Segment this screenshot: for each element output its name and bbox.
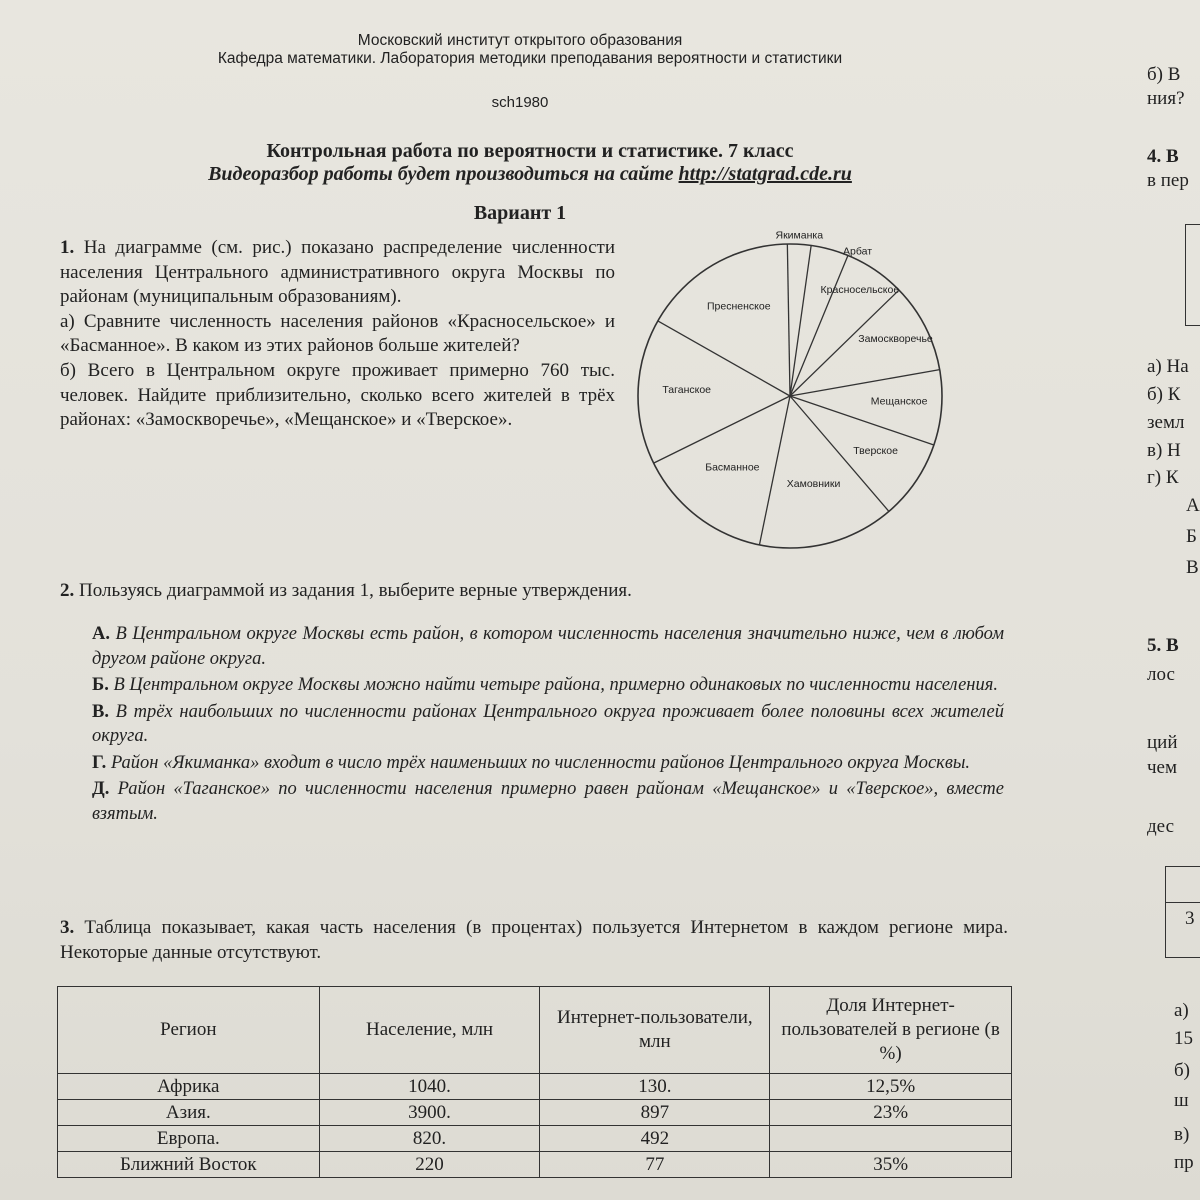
fragment-line: б) В	[1147, 64, 1181, 85]
option-d	[92, 777, 1004, 826]
fragment-line: 4. В	[1147, 146, 1179, 167]
option-letter: Г.	[92, 752, 107, 773]
table-row	[58, 1126, 1012, 1152]
table-row	[58, 1100, 1012, 1126]
pie-slice-label: Якиманка	[775, 229, 824, 242]
pie-slice-label: Мещанское	[870, 395, 928, 408]
fragment-line: ций	[1147, 732, 1178, 753]
column-header: Население, млн	[319, 987, 540, 1074]
document-code: sch1980	[491, 94, 549, 111]
q2-number: 2.	[60, 580, 75, 601]
fragment-box-divider	[1165, 866, 1200, 903]
q2-text: Пользуясь диаграммой из задания 1, выберите верные утверждения.	[79, 580, 632, 601]
fragment-line: Б	[1186, 526, 1197, 547]
table-cell: 897	[540, 1100, 770, 1126]
fragment-box	[1185, 224, 1200, 326]
fragment-line: 3	[1185, 908, 1195, 929]
table-cell	[770, 1126, 1012, 1152]
table-cell: 492	[540, 1126, 770, 1152]
pie-slice-label: Таганское	[662, 383, 712, 396]
variant-title: Вариант 1	[473, 202, 567, 224]
table-cell: Азия.	[58, 1100, 320, 1126]
q1-part-b: б) Всего в Центральном округе проживает примерно 760 тыс. человек. Найдите приблизительно, сколько всего жителей в трёх районах: «Замоскворечье», «Мещанское» и «Тверское».	[60, 359, 615, 431]
table-cell: Африка	[58, 1074, 320, 1100]
pie-slice-label: Арбат	[843, 245, 873, 258]
fragment-line: пр	[1174, 1152, 1194, 1173]
question-2	[60, 580, 1000, 602]
option-text: Район «Таганское» по численности населения примерно равен районам «Мещанское» и «Тверское», вместе взятым.	[92, 779, 1004, 824]
option-text: В Центральном округе Москвы можно найти четыре района, примерно одинаковых по численности населения.	[113, 675, 998, 695]
option-v	[92, 700, 1004, 749]
q1-intro: На диаграмме (см. рис.) показано распределение численности населения Центрального административного округа Москвы по районам (муниципальным образованиям).	[60, 237, 615, 308]
option-text: В Центральном округе Москвы есть район, в котором численность населения значительно ниже, чем в любом другом районе округа.	[92, 624, 1005, 669]
fragment-line: земл	[1147, 412, 1185, 433]
fragment-line: дес	[1147, 816, 1175, 837]
department-name: Кафедра математики. Лаборатория методики преподавания вероятности и статистики	[217, 50, 843, 67]
table-cell: 23%	[770, 1100, 1012, 1126]
fragment-line: в)	[1174, 1124, 1190, 1145]
q1-number: 1.	[60, 237, 75, 258]
option-letter: Д.	[92, 779, 110, 799]
pie-slice-boundary	[654, 396, 790, 463]
option-text: Район «Якиманка» входит в число трёх наименьших по численности районов Центрального округа Москвы.	[110, 752, 971, 773]
table-cell: 12,5%	[770, 1074, 1012, 1100]
option-letter: В.	[92, 701, 109, 722]
column-header: Регион	[58, 987, 320, 1074]
table-cell: 77	[540, 1152, 770, 1178]
table-row	[58, 1074, 1012, 1100]
statgrad-link[interactable]: http://statgrad.cde.ru	[678, 163, 852, 185]
question-3	[60, 916, 1008, 965]
fragment-line: а) На	[1147, 356, 1189, 377]
fragment-line: а)	[1174, 1000, 1189, 1021]
pie-slice-label: Хамовники	[786, 478, 841, 491]
pie-slice-label: Тверское	[853, 444, 898, 457]
fragment-line: б)	[1174, 1060, 1190, 1081]
fragment-line: ш	[1174, 1090, 1189, 1111]
table-cell: 820.	[319, 1126, 540, 1152]
page-title: Контрольная работа по вероятности и статистике. 7 класс	[266, 140, 794, 162]
question-1	[60, 236, 615, 433]
table-cell: 130.	[540, 1074, 770, 1100]
q2-options	[92, 622, 1004, 828]
fragment-line: б) К	[1147, 384, 1181, 405]
table-cell: Европа.	[58, 1126, 320, 1152]
fragment-line: чем	[1147, 757, 1178, 778]
q1-part-a: а) Сравните численность населения районов «Красносельское» и «Басманное». В каком из этих районов больше жителей?	[60, 310, 615, 357]
option-a	[92, 622, 1004, 671]
pie-slice-boundary	[759, 396, 790, 545]
option-letter: А.	[92, 624, 110, 644]
q3-number: 3.	[60, 917, 75, 938]
pie-slice-label: Пресненское	[707, 300, 771, 313]
pie-chart-container	[630, 226, 960, 586]
pie-slice-label: Красносельское	[820, 283, 900, 296]
fragment-line: в пер	[1147, 170, 1189, 191]
table-cell: 35%	[770, 1152, 1012, 1178]
pie-slice-boundary	[787, 244, 790, 396]
fragment-line: 15	[1174, 1028, 1193, 1049]
table-cell: 220	[319, 1152, 540, 1178]
fragment-line: г) К	[1147, 467, 1179, 488]
institute-name: Московский институт открытого образования	[357, 32, 683, 49]
fragment-line: А	[1186, 495, 1200, 516]
table-cell: 3900.	[319, 1100, 540, 1126]
table-header-row	[58, 987, 1012, 1074]
fragment-line: 5. В	[1147, 635, 1179, 656]
page-subtitle	[100, 163, 960, 186]
table-cell: 1040.	[319, 1074, 540, 1100]
table-cell: Ближний Восток	[58, 1152, 320, 1178]
option-letter: Б.	[92, 675, 109, 695]
column-header: Доля Интернет-пользователей в регионе (в %)	[770, 987, 1012, 1074]
pie-slice-label: Басманное	[705, 461, 760, 474]
pie-slice-label: Замоскворечье	[858, 332, 933, 345]
internet-users-table	[57, 986, 1012, 1178]
option-text: В трёх наибольших по численности районах Центрального округа проживает более половины всех жителей округа.	[92, 701, 1005, 746]
table-row	[58, 1152, 1012, 1178]
next-page-fragment	[1140, 0, 1200, 1200]
pie-slice-boundary	[790, 245, 811, 396]
pie-chart	[630, 226, 960, 586]
q3-text: Таблица показывает, какая часть населения (в процентах) пользуется Интернетом в каждом регионе мира. Некоторые данные отсутствуют.	[60, 917, 1008, 963]
option-g	[92, 751, 1004, 776]
option-b	[92, 673, 1004, 698]
fragment-line: лос	[1147, 664, 1175, 685]
fragment-line: в) Н	[1147, 440, 1181, 461]
pie-slice-boundary	[790, 255, 848, 396]
column-header: Интернет-пользователи, млн	[540, 987, 770, 1074]
subtitle-text: Видеоразбор работы будет производиться на сайте	[208, 163, 679, 185]
fragment-line: ния?	[1147, 88, 1185, 109]
fragment-line: В	[1186, 557, 1199, 578]
